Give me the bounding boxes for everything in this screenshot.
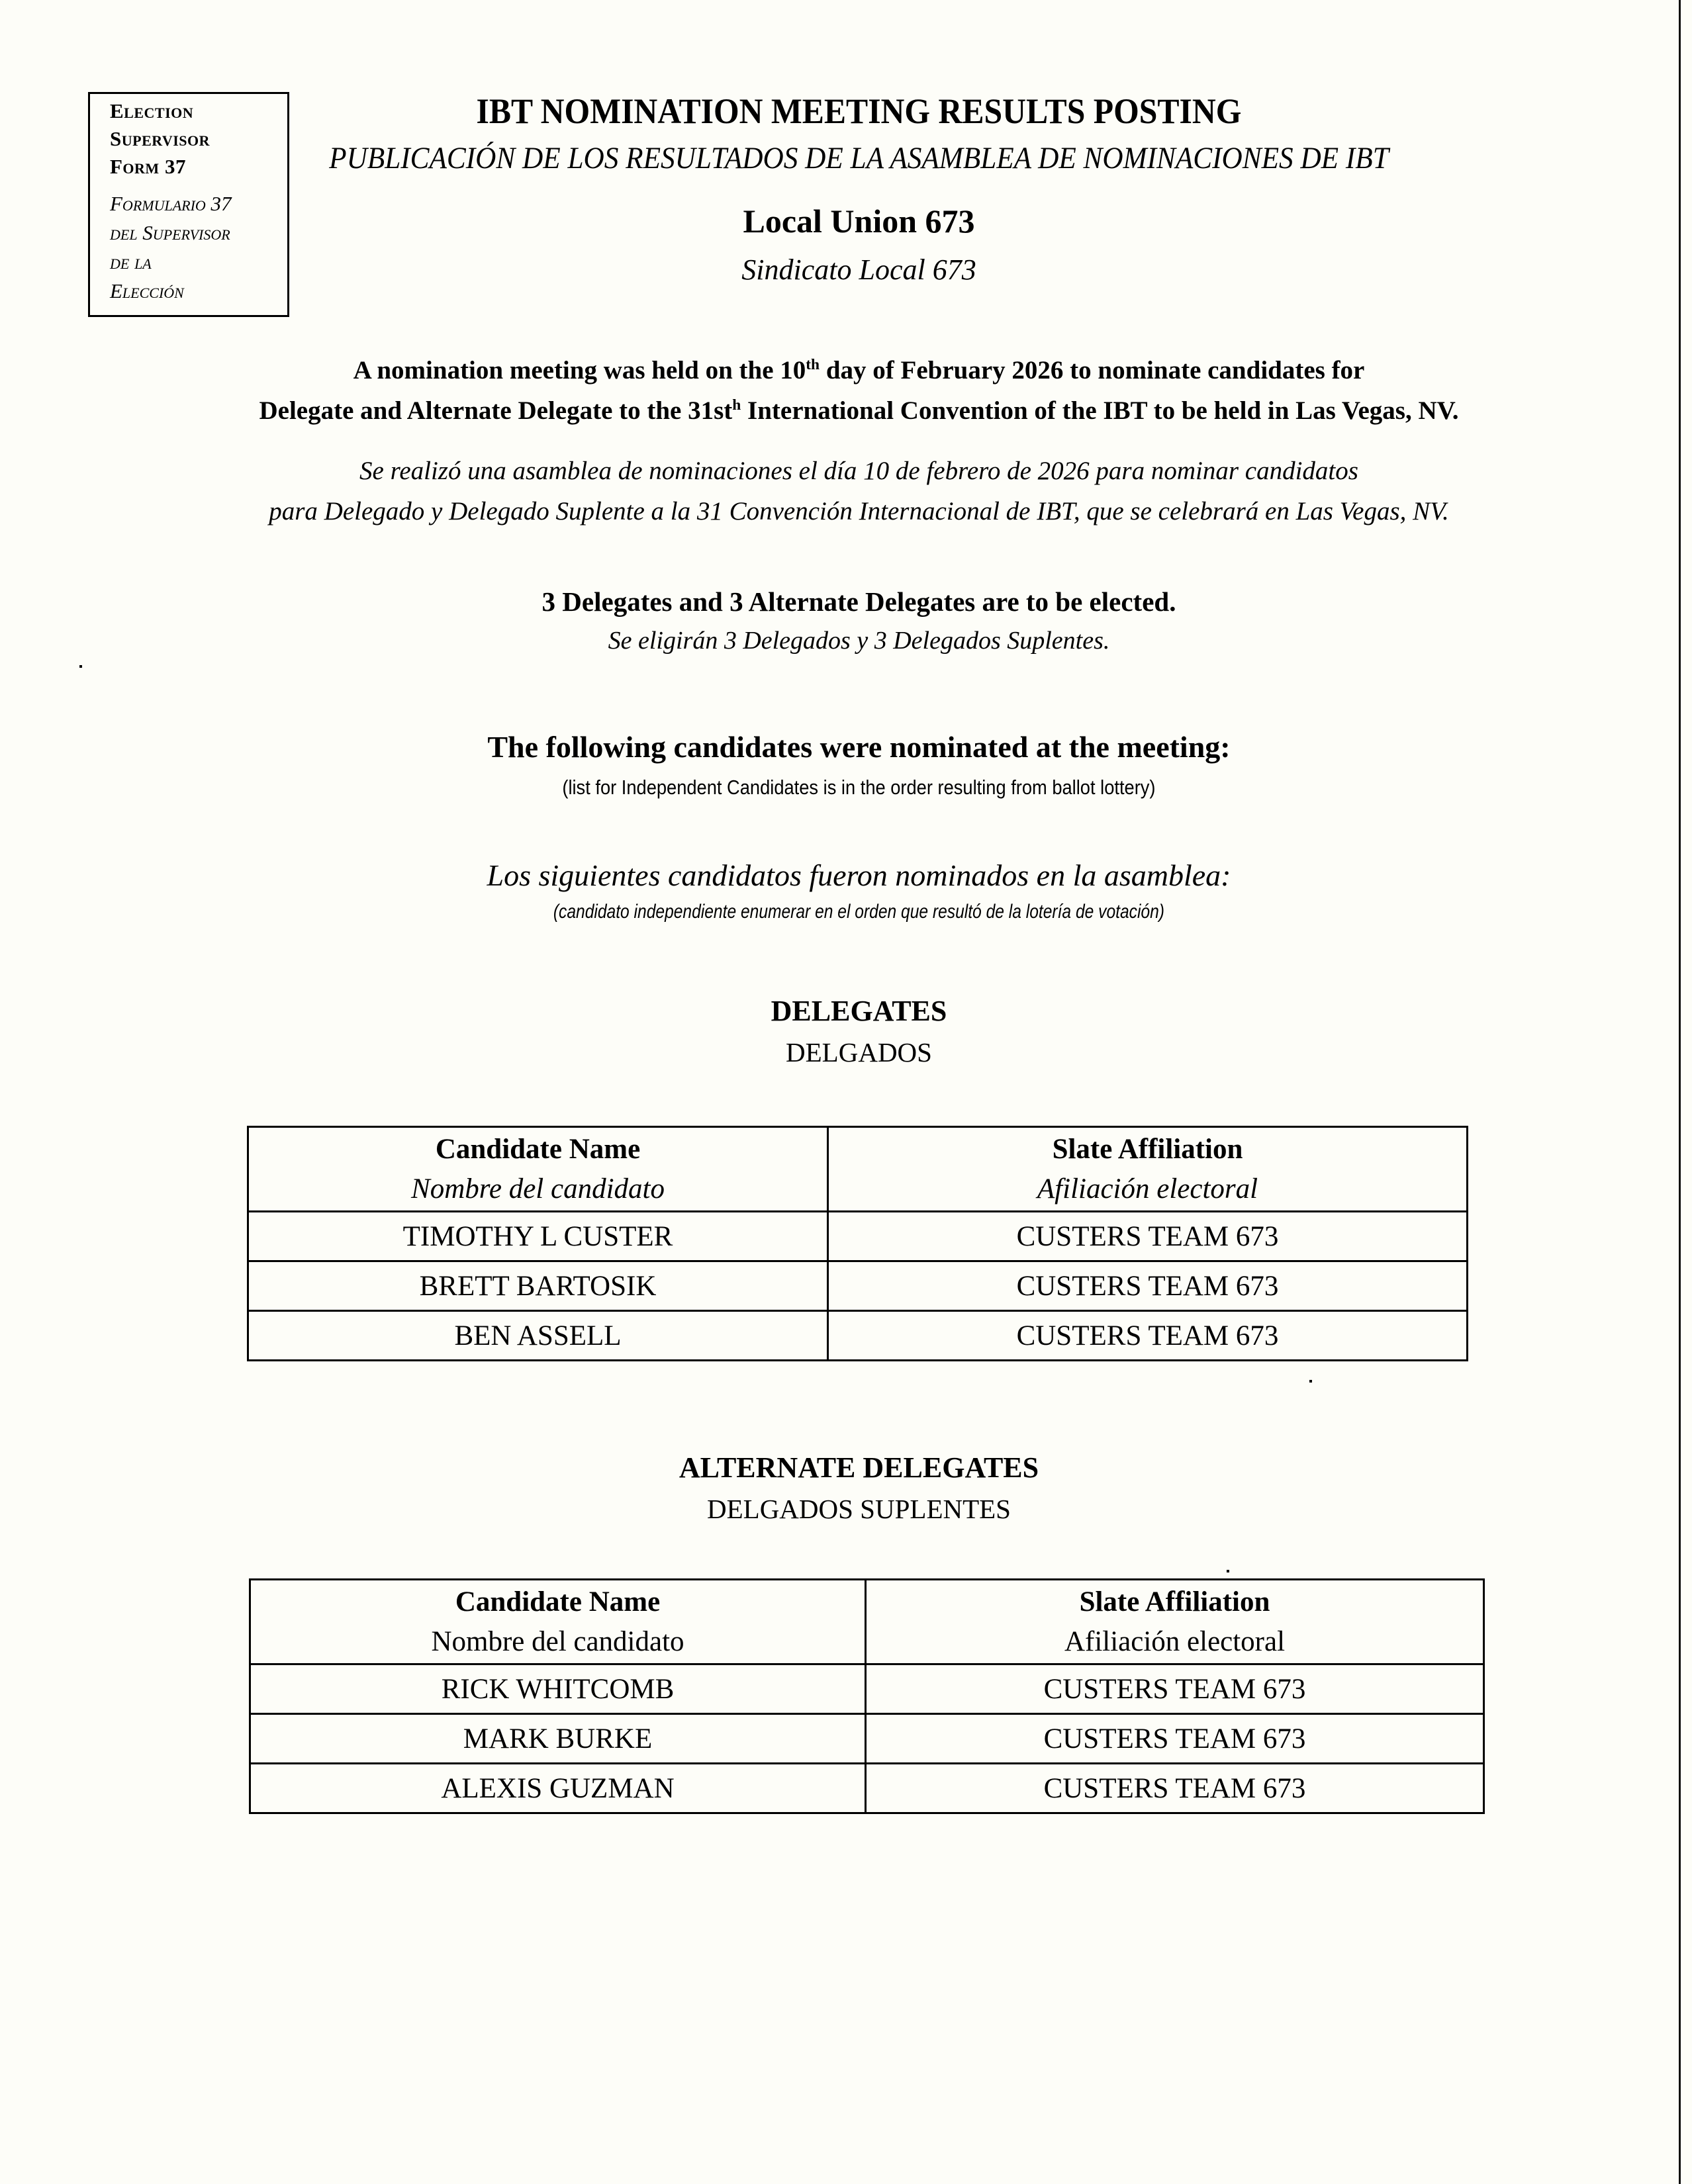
form-label-line: Election [110,99,194,122]
slate-affiliation-cell: CUSTERS TEAM 673 [866,1664,1484,1714]
scan-edge-line [1679,0,1681,2184]
candidate-name-cell: BEN ASSELL [248,1311,828,1361]
alternate-delegates-table [249,1578,1485,1814]
intro-text: Delegate and Alternate Delegate to the 31st [259,396,733,425]
column-header-label-spanish: Afiliación electoral [1064,1625,1286,1657]
intro-text: day of February 2026 to nominate candidates for [820,356,1365,385]
table-row [250,1764,1484,1813]
column-header-label-spanish: Nombre del candidato [411,1173,665,1205]
intro-text-spanish-line-2: para Delegado y Delegado Suplente a la 31 Convención Internacional de IBT, que se celebrará en Las Vegas, NV. [269,497,1449,525]
scan-speck [1227,1570,1229,1572]
slate-affiliation-cell: CUSTERS TEAM 673 [828,1212,1468,1261]
superscript: th [806,356,820,373]
scan-speck [79,665,82,668]
form-label-line: Formulario 37 [110,192,232,215]
scan-speck [1309,1380,1312,1383]
table-row [248,1311,1468,1361]
alternate-delegates-heading: ALTERNATE DELEGATES [679,1451,1039,1484]
intro-text: A nomination meeting was held on the 10 [353,356,806,385]
column-header-label-spanish: Afiliación electoral [1037,1173,1258,1205]
column-header-slate-affiliation [828,1127,1468,1212]
candidate-name-cell: RICK WHITCOMB [250,1664,866,1714]
slate-affiliation-cell: CUSTERS TEAM 673 [828,1261,1468,1311]
column-header-label: Candidate Name [435,1134,641,1165]
intro-text-spanish-line-1: Se realizó una asamblea de nominaciones el día 10 de febrero de 2026 para nominar candidatos [359,457,1358,485]
candidate-name-cell: TIMOTHY L CUSTER [248,1212,828,1261]
delegates-table [247,1126,1468,1361]
candidate-name-cell: MARK BURKE [250,1714,866,1764]
column-header-label: Slate Affiliation [1052,1134,1243,1165]
nominated-heading-spanish: Los siguientes candidatos fueron nominados en la asamblea: [487,858,1231,892]
column-header-label: Candidate Name [455,1586,661,1618]
alternate-delegates-subheading: DELGADOS SUPLENTES [707,1494,1011,1524]
column-header-candidate-name [250,1580,866,1664]
column-header-slate-affiliation [866,1580,1484,1664]
column-header-label-spanish: Nombre del candidato [431,1625,684,1657]
table-row [248,1261,1468,1311]
intro-text-line-1 [0,355,1692,385]
to-be-elected-text: 3 Delegates and 3 Alternate Delegates are to be elected. [541,586,1176,617]
nominated-note-spanish: (candidato independiente enumerar en el orden que resultó de la lotería de votación) [553,901,1164,923]
column-header-label: Slate Affiliation [1079,1586,1270,1618]
superscript: h [732,396,741,414]
delegates-subheading: DELGADOS [786,1037,932,1068]
table-row [250,1714,1484,1764]
table-header-row [248,1127,1468,1212]
form-label-line: Form 37 [110,155,186,178]
page-title: IBT NOMINATION MEETING RESULTS POSTING [476,91,1242,131]
column-header-candidate-name [248,1127,828,1212]
form-label-line: de la [110,250,152,273]
intro-text-line-2 [0,396,1692,426]
nominated-heading: The following candidates were nominated at the meeting: [487,730,1231,764]
form-label-line: Supervisor [110,127,211,150]
form-label-line: Elección [110,279,184,302]
local-union-heading-spanish: Sindicato Local 673 [741,253,976,286]
slate-affiliation-cell: CUSTERS TEAM 673 [828,1311,1468,1361]
intro-text: International Convention of the IBT to be held in Las Vegas, NV. [741,396,1459,425]
local-union-heading: Local Union 673 [743,203,975,240]
form-label-line: del Supervisor [110,221,230,244]
candidate-name-cell: ALEXIS GUZMAN [250,1764,866,1813]
to-be-elected-text-spanish: Se eligirán 3 Delegados y 3 Delegados Suplentes. [608,627,1110,655]
page-title-spanish: PUBLICACIÓN DE LOS RESULTADOS DE LA ASAMBLEA DE NOMINACIONES DE IBT [329,141,1389,175]
nominated-note: (list for Independent Candidates is in the order resulting from ballot lottery) [562,776,1156,799]
table-header-row [250,1580,1484,1664]
table-row [250,1664,1484,1714]
slate-affiliation-cell: CUSTERS TEAM 673 [866,1714,1484,1764]
delegates-heading: DELEGATES [771,995,947,1027]
candidate-name-cell: BRETT BARTOSIK [248,1261,828,1311]
table-row [248,1212,1468,1261]
slate-affiliation-cell: CUSTERS TEAM 673 [866,1764,1484,1813]
